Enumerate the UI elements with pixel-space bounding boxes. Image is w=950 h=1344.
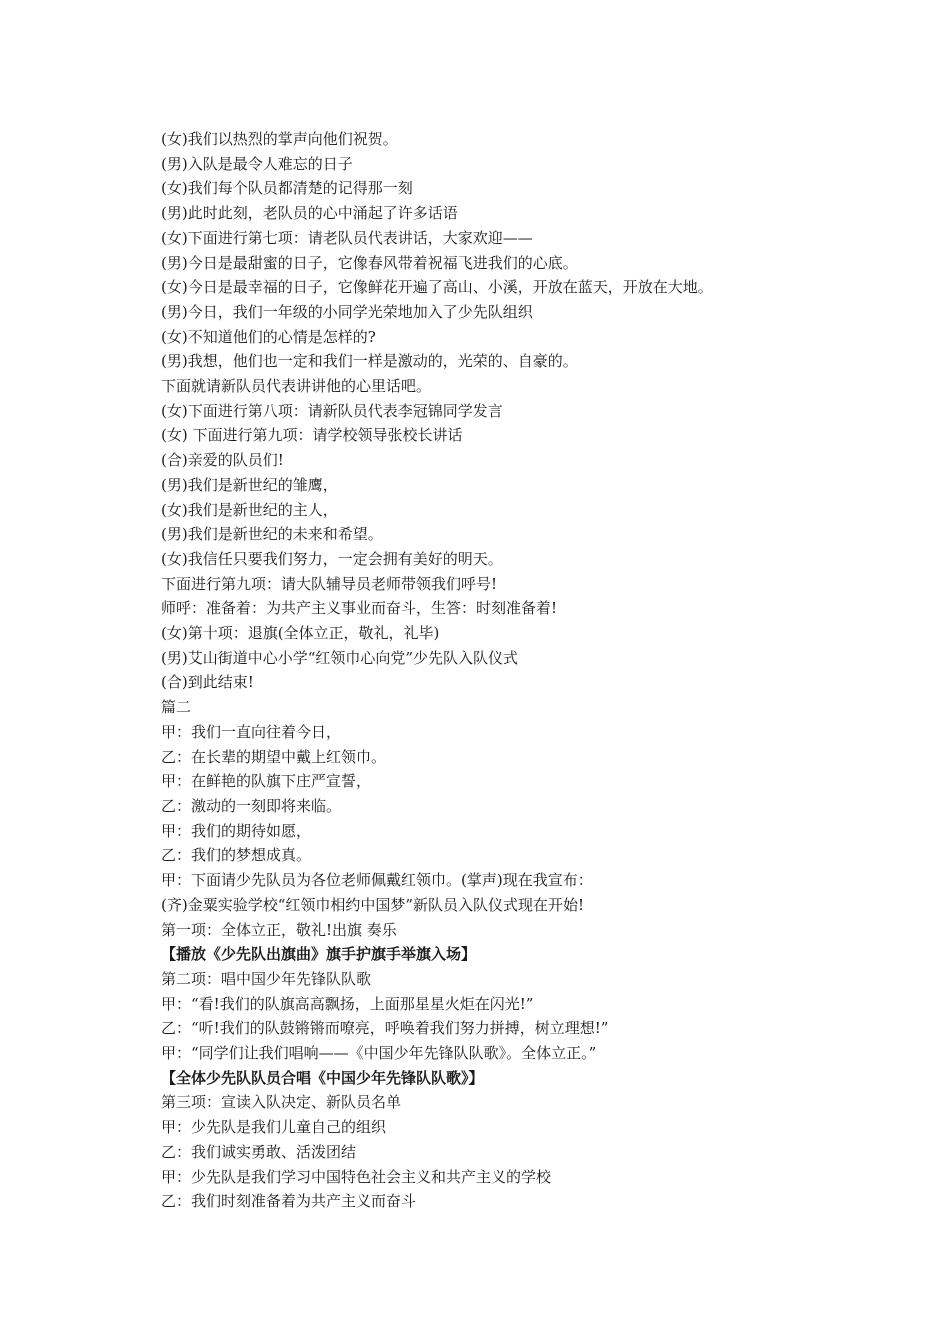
text-line: (女)第十项：退旗(全体立正，敬礼，礼毕) [161, 624, 440, 643]
text-line: (合)到此结束! [161, 673, 254, 692]
text-line: (女)今日是最幸福的日子，它像鲜花开遍了高山、小溪，开放在蓝天，开放在大地。 [161, 278, 713, 297]
text-line: (合)亲爱的队员们! [161, 451, 284, 470]
text-line: 甲：我们一直向往着今日， [161, 722, 342, 741]
text-line: (女)我信任只要我们努力，一定会拥有美好的明天。 [161, 549, 503, 568]
text-line: 乙：我们诚实勇敢、活泼团结 [161, 1142, 357, 1161]
text-line: 甲：在鲜艳的队旗下庄严宣誓， [161, 772, 372, 791]
text-line: 甲：下面请少先队员为各位老师佩戴红领巾。(掌声)现在我宣布： [161, 871, 593, 890]
text-line: 篇二 [161, 698, 192, 717]
text-line: (女)我们以热烈的掌声向他们祝贺。 [161, 130, 398, 148]
text-line: (男)艾山街道中心小学“红领巾心向党”少先队入队仪式 [161, 648, 519, 667]
text-line: (女) 下面进行第九项：请学校领导张校长讲话 [161, 426, 463, 445]
text-line: (女)下面进行第八项：请新队员代表李冠锦同学发言 [161, 401, 503, 420]
text-line: 甲：“同学们让我们唱响——《中国少年先锋队队歌》。全体立正。” [161, 1044, 597, 1063]
text-line: (女)不知道他们的心情是怎样的? [161, 327, 376, 346]
stage-direction-line: 【全体少先队队员合唱《中国少年先锋队队歌》】 [161, 1068, 484, 1087]
stage-direction-line: 【播放《少先队出旗曲》旗手护旗手举旗入场】 [161, 945, 477, 964]
text-line: 乙：我们时刻准备着为共产主义而奋斗 [161, 1192, 417, 1211]
text-line: (男)入队是最令人难忘的日子 [161, 154, 353, 173]
text-line: 师呼：准备着：为共产主义事业而奋斗，生答：时刻准备着! [161, 599, 558, 618]
text-line: (女)我们是新世纪的主人， [161, 500, 338, 519]
text-line: 甲：少先队是我们学习中国特色社会主义和共产主义的学校 [161, 1167, 552, 1186]
text-line: 乙：激动的一刻即将来临。 [161, 796, 342, 815]
text-line: 甲：少先队是我们儿童自己的组织 [161, 1118, 387, 1137]
text-line: (男)此时此刻，老队员的心中涌起了许多话语 [161, 204, 458, 223]
text-line: (男)今日，我们一年级的小同学光荣地加入了少先队组织 [161, 302, 533, 321]
text-line: 第三项：宣读入队决定、新队员名单 [161, 1093, 402, 1112]
text-line: 第一项：全体立正，敬礼!出旗 奏乐 [161, 920, 397, 939]
text-line: (男)我想，他们也一定和我们一样是激动的，光荣的、自豪的。 [161, 352, 578, 371]
text-line: 乙：“听!我们的队鼓锵锵而嘹亮，呼唤着我们努力拼搏，树立理想!” [161, 1019, 609, 1038]
document-body [161, 127, 821, 1214]
text-line: (男)今日是最甜蜜的日子，它像春风带着祝福飞进我们的心底。 [161, 253, 578, 272]
text-line: 甲：我们的期待如愿， [161, 821, 312, 840]
text-line: (女)我们每个队员都清楚的记得那一刻 [161, 179, 413, 198]
text-line: (女)下面进行第七项：请老队员代表讲话，大家欢迎—— [161, 228, 533, 247]
text-line: 乙：我们的梦想成真。 [161, 846, 312, 865]
text-line: 甲：“看!我们的队旗高高飘扬，上面那星星火炬在闪光!” [161, 994, 534, 1013]
text-line: 乙：在长辈的期望中戴上红领巾。 [161, 747, 387, 766]
text-line: 下面进行第九项：请大队辅导员老师带领我们呼号! [161, 574, 498, 593]
text-line: 第二项：唱中国少年先锋队队歌 [161, 969, 372, 988]
text-line: (齐)金粟实验学校“红领巾相约中国梦”新队员入队仪式现在开始! [161, 895, 585, 914]
text-line: 下面就请新队员代表讲讲他的心里话吧。 [161, 377, 432, 396]
text-line: (男)我们是新世纪的未来和希望。 [161, 525, 383, 544]
text-line: (男)我们是新世纪的雏鹰， [161, 475, 338, 494]
